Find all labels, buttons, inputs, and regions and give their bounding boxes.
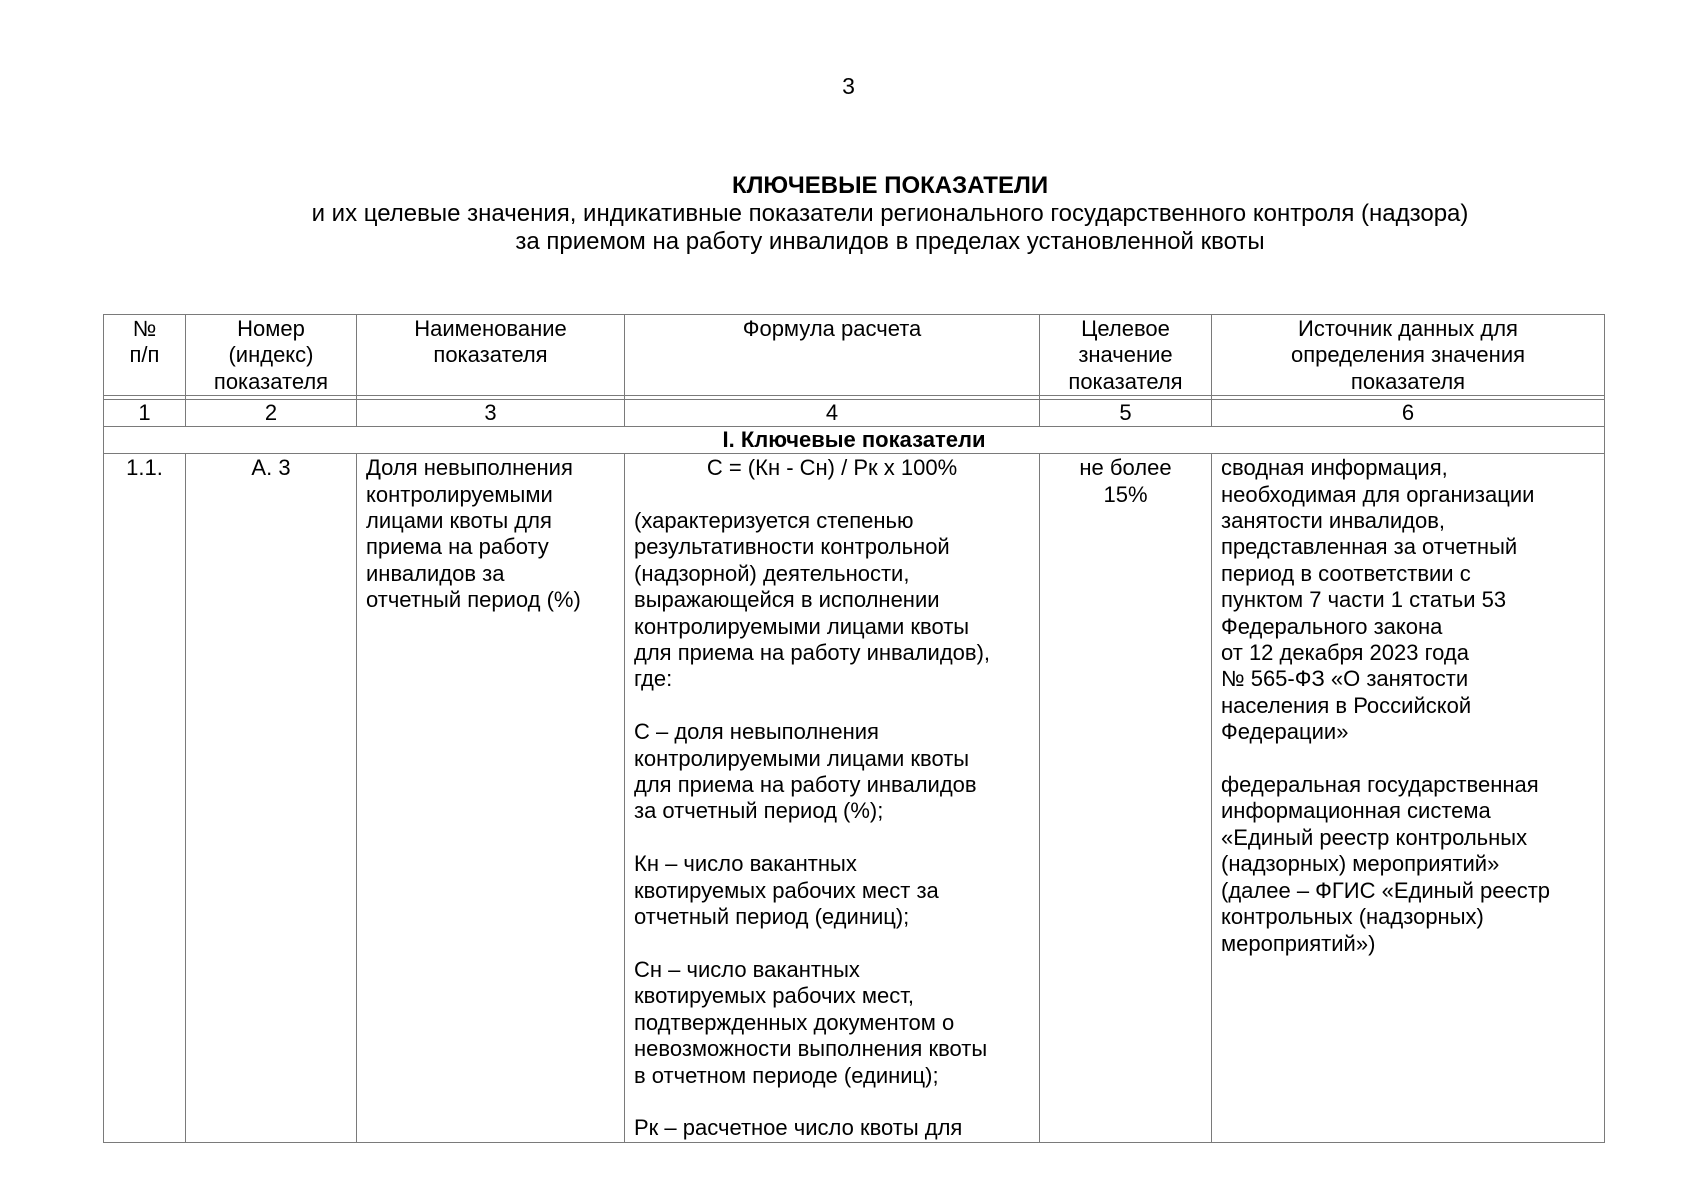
table-header-row [104,315,1605,396]
row-data-source [1212,454,1605,1142]
indicators-table [103,314,1605,1143]
source-paragraph: федеральная государственная информационная система «Единый реестр контрольных (надзорных) мероприятий» (далее – ФГИС «Единый реестр контрольных (надзорных) мероприятий») [1221,772,1551,956]
header-cell-num: № п/п [104,315,186,396]
column-number-row [104,400,1605,427]
column-number: 3 [357,400,625,427]
section-row [104,427,1605,454]
heading-subtitle-line-2: за приемом на работу инвалидов в пределах установленной квоты [515,228,1265,255]
heading-title: КЛЮЧЕВЫЕ ПОКАЗАТЕЛИ [731,172,1049,199]
column-number: 1 [104,400,186,427]
document-heading [0,172,1697,256]
row-formula [625,454,1040,1142]
formula-expression: C = (Кн - Сн) / Рк х 100% [706,455,958,481]
formula-description: (характеризуется степенью результативности контрольной (надзорной) деятельности, выражающейся в исполнении контролируемыми лицами квоты для приема на работу инвалидов), где: [634,508,991,692]
column-number: 4 [625,400,1040,427]
row-number: 1.1. [104,454,186,1142]
formula-variable-sn: Сн – число вакантных квотируемых рабочих мест, подтвержденных документом о невозможности выполнения квоты в отчетном периоде (единиц); [634,956,988,1088]
formula-variable-c: С – доля невыполнения контролируемыми лицами квоты для приема на работу инвалидов за отчетный период (%); [634,719,977,824]
formula-variable-rk: Рк – расчетное число квоты для [634,1115,963,1141]
header-cell-source: Источник данных для определения значения показателя [1212,315,1605,396]
heading-subtitle-line-1: и их целевые значения, индикативные показатели регионального государственного контроля (надзора) [311,200,1469,227]
header-cell-index: Номер (индекс) показателя [186,315,357,396]
row-index: А. 3 [186,454,357,1142]
header-cell-target: Целевое значение показателя [1040,315,1212,396]
page-number: 3 [842,73,855,99]
header-cell-name: Наименование показателя [357,315,625,396]
table-row [104,454,1605,1142]
column-number: 5 [1040,400,1212,427]
header-cell-formula: Формула расчета [625,315,1040,396]
source-paragraph: сводная информация, необходимая для организации занятости инвалидов, представленная за отчетный период в соответствии с пунктом 7 части 1 статьи 53 Федерального закона от 12 декабря 2023 года № 565-ФЗ «О занятости населения в Российской Федерации» [1221,455,1535,745]
row-indicator-name: Доля невыполнения контролируемыми лицами квоты для приема на работу инвалидов за отчетный период (%) [357,454,625,1142]
section-title: I. Ключевые показатели [104,427,1605,454]
column-number: 2 [186,400,357,427]
column-number: 6 [1212,400,1605,427]
row-target-value: не более 15% [1040,454,1212,1142]
formula-variable-kn: Кн – число вакантных квотируемых рабочих мест за отчетный период (единиц); [634,851,939,930]
